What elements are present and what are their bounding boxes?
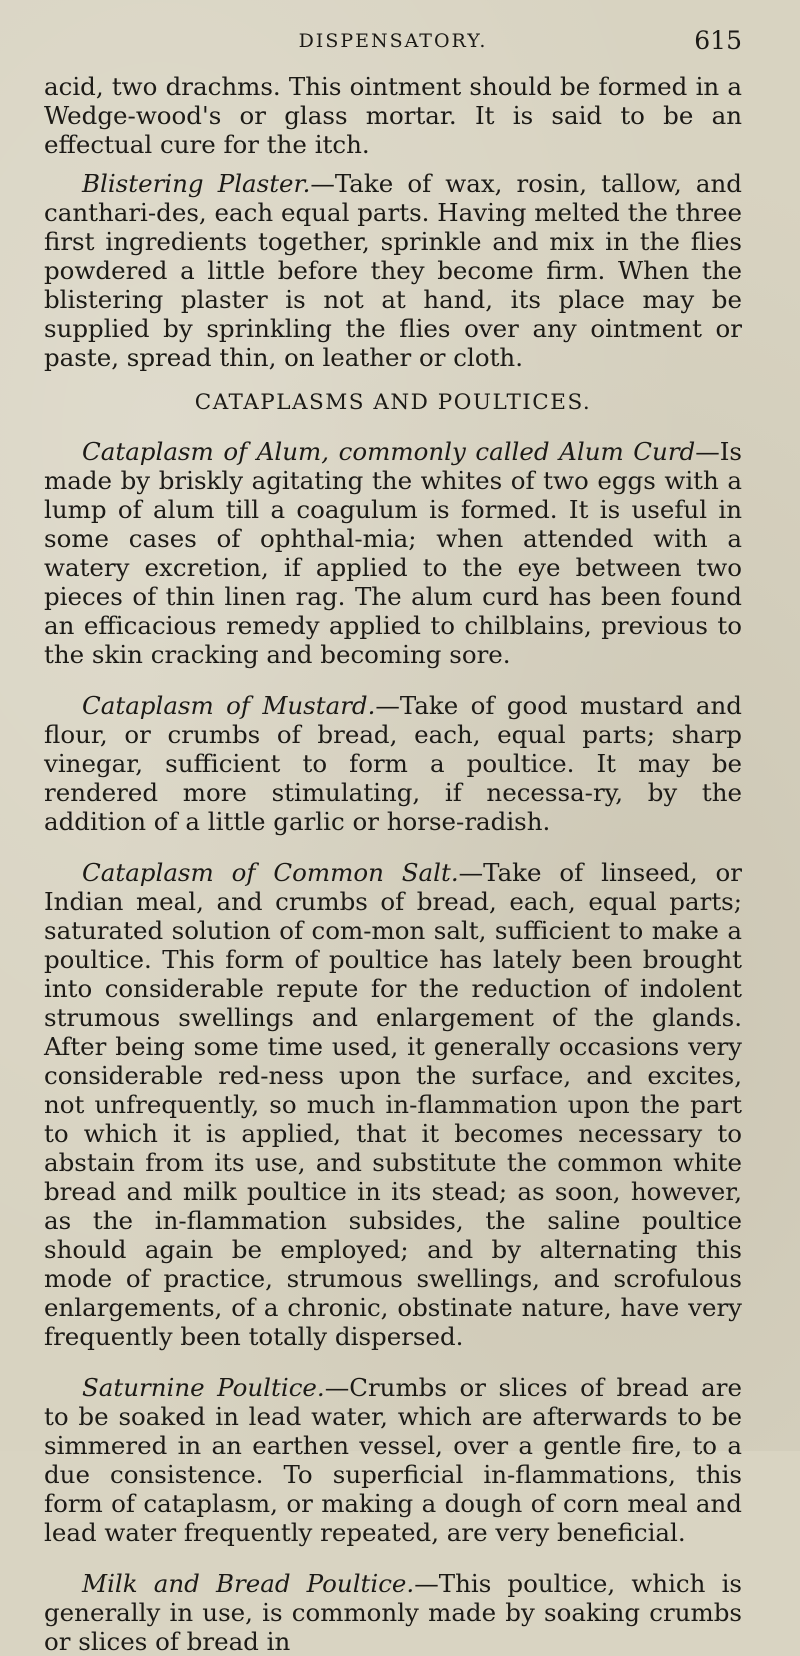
paragraph-gap [44,1361,742,1373]
blistering-plaster-text: —Take of wax, rosin, tallow, and canthari-des, each equal parts. Having melted the three first ingredients together, sprinkle and mix in the flies powdered a little before they become firm. When the blistering plaster is not at hand, its place may be supplied by sprinkling the flies over any ointment or paste, spread thin, on leather or cloth. [44,169,742,372]
paragraph-gap [44,846,742,858]
salt-cataplasm-heading: Cataplasm of Common Salt. [82,858,459,887]
paragraph-gap [44,679,742,691]
alum-cataplasm-heading: Cataplasm of Alum, commonly called Alum Curd [82,437,696,466]
section-heading: CATAPLASMS AND POULTICES. [194,390,592,415]
alum-cataplasm-text: —Is made by briskly agitating the whites of two eggs with a lump of alum till a coagulum is formed. It is useful in some cases of ophthal-mia; when attended with a watery excretion, if applied to the eye between two pieces of thin linen rag. The alum curd has been found an efficacious remedy applied to chilblains, previous to the skin cracking and becoming sore. [44,437,742,669]
mustard-cataplasm-heading: Cataplasm of Mustard. [82,691,376,720]
running-head [44,22,742,62]
salt-cataplasm-paragraph [44,858,742,1351]
milk-bread-poultice-text: —This poultice, which is generally in use, is commonly made by soaking crumbs or slices of bread in [44,1569,742,1656]
milk-bread-poultice-heading: Milk and Bread Poultice. [82,1569,415,1598]
blistering-plaster-heading: Blistering Plaster. [82,169,311,198]
milk-bread-poultice-paragraph [44,1569,742,1656]
running-title: DISPENSATORY. [298,30,488,52]
saturnine-poultice-heading: Saturnine Poultice. [82,1373,325,1402]
mustard-cataplasm-text: —Take of good mustard and flour, or crumbs of bread, each, equal parts; sharp vinegar, sufficient to form a poultice. It may be rendered more stimulating, if necessa-ry, by the addition of a little garlic or horse-radish. [44,691,742,836]
paragraph-gap [44,1557,742,1569]
mustard-cataplasm-paragraph [44,691,742,836]
intro-paragraph [44,72,742,159]
intro-text: acid, two drachms. This ointment should be formed in a Wedge-wood's or glass mortar. It is said to be an effectual cure for the itch. [44,72,742,159]
saturnine-poultice-text: —Crumbs or slices of bread are to be soaked in lead water, which are afterwards to be simmered in an earthen vessel, over a gentle fire, to a due consistence. To superficial in-flammations, this form of cataplasm, or making a dough of corn meal and lead water frequently repeated, are very beneficial. [44,1373,742,1547]
page-number: 615 [694,26,742,55]
blistering-plaster-paragraph [44,169,742,372]
saturnine-poultice-paragraph [44,1373,742,1547]
alum-cataplasm-paragraph [44,437,742,669]
salt-cataplasm-text: —Take of linseed, or Indian meal, and crumbs of bread, each, equal parts; saturated solution of com-mon salt, sufficient to make a poultice. This form of poultice has lately been brought into considerable repute for the reduction of indolent strumous swellings and enlargement of the glands. After being some time used, it generally occasions very considerable red-ness upon the surface, and excites, not unfrequently, so much in-flammation upon the part to which it is applied, that it becomes necessary to abstain from its use, and substitute the common white bread and milk poultice in its stead; as soon, however, as the in-flammation subsides, the saline poultice should again be employed; and by alternating this mode of practice, strumous swellings, and scrofulous enlargements, of a chronic, obstinate nature, have very frequently been totally dispersed. [44,858,742,1351]
